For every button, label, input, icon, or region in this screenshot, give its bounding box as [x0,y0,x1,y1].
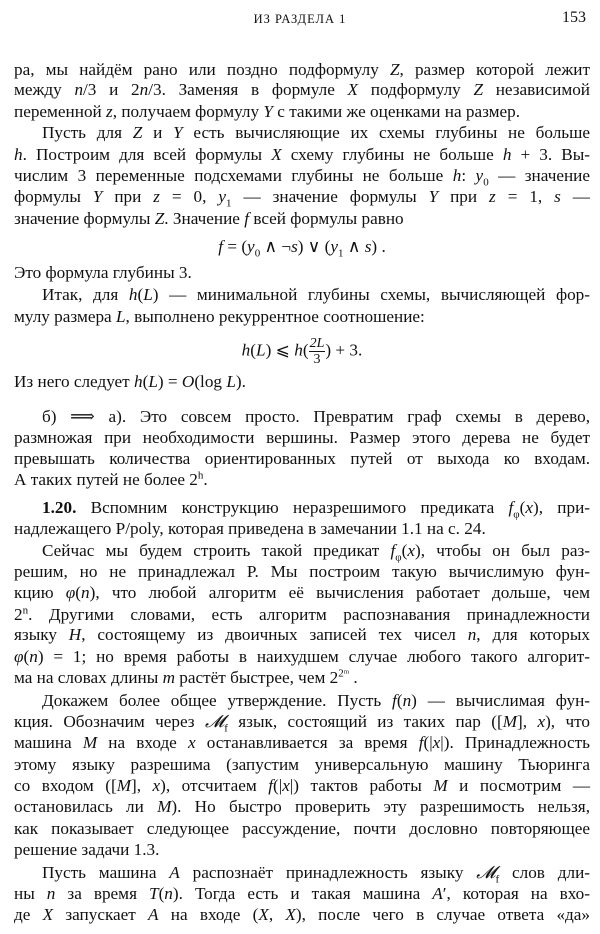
text-line [14,904,590,925]
math-symbol: y [247,237,255,256]
math-symbol: n [164,884,173,903]
math-symbol: x [187,733,196,752]
superscript: 2ᵐ [338,667,350,680]
text-run: ) ∨ ( [297,237,331,256]
text-line [14,371,590,392]
text-line [14,208,590,229]
text-run: останавливается за время [195,733,419,752]
text-line [14,59,590,80]
text-run: и посмотрим — [447,776,591,795]
text-run: как показывает следующее рассуждение, почти дословно повторяющее [14,819,590,838]
math-symbol: L [143,285,153,304]
math-symbol: h [14,145,23,164]
text-run: язык, состоящий из таких пар ([ [227,712,503,731]
text-run: ∧ [343,237,365,256]
text-run: ( [23,647,30,666]
text-run: . [203,470,208,489]
text-run: ) = 1; но время работы в наихудшем случае любого такого алгорит- [37,647,590,666]
text-run: . [349,668,358,687]
text-run: ( [302,340,309,360]
math-symbol: m [162,668,175,687]
subscript: f [224,722,228,735]
text-run: этому языку разрешима (запустим универсальную машину Тьюринга [14,755,590,774]
text-run: ) ⩽ [265,340,295,360]
math-symbol: x [152,776,161,795]
math-symbol: n [46,884,56,903]
math-symbol: 𝓜 [476,863,496,882]
text-run: де [14,905,43,924]
math-symbol: y [218,187,227,206]
math-symbol: M [157,797,172,816]
text-run: (log [194,372,227,391]
text-run: Из него следует [14,372,134,391]
text-run: ( [158,884,165,903]
math-symbol: h [128,285,138,304]
text-run: ), чтобы он был раз- [414,541,590,560]
math-symbol: O [181,372,195,391]
math-symbol: L [256,340,266,360]
text-run: ( [75,583,82,602]
math-symbol: X [271,145,282,164]
text-run: кция. Обозначим через [14,712,205,731]
subscript: φ [395,551,402,564]
math-symbol: X [258,905,269,924]
math-symbol: s [554,187,561,206]
text-run: ), после чего в случае ответа «да» [295,905,591,924]
text-line [14,582,590,603]
text-line [14,262,590,283]
text-run: со входом ([ [14,776,117,795]
text-run: ( [396,691,403,710]
text-run: ) = [157,372,182,391]
text-run: числим 3 переменные подсхемами глубины не больше [14,166,453,185]
math-symbol: z [106,102,113,121]
subscript: 0 [254,247,261,260]
text-run: : [461,166,476,185]
math-symbol: f [418,733,424,752]
text-run: — [560,187,590,206]
math-symbol: x [407,541,415,560]
text-line [14,518,590,539]
text-run: = ( [223,237,248,256]
text-run: Вспомним конструкцию неразрешимого предиката [76,498,509,517]
subscript: 0 [483,176,489,189]
text-run: . Значение [164,209,245,228]
math-symbol: h [502,145,512,164]
text-line [14,711,590,735]
text-run: . Построим для всей формулы [22,145,272,164]
text-run: при [438,187,490,206]
text-run: ), при- [533,498,591,517]
text-run: между [14,80,75,99]
text-run: слов дли- [499,863,590,882]
text-run: ′, которая на вхо- [442,884,590,903]
text-run: = 1, [495,187,555,206]
text-line [14,165,590,189]
display-formula [14,336,590,367]
text-run: на входе ( [158,905,259,924]
math-symbol: f [392,691,397,710]
text-line [14,796,590,817]
text-run: — значение [488,166,590,185]
text-run: ) + 3. [325,340,363,360]
text-run: на входе [97,733,188,752]
math-symbol: f [244,209,250,228]
text-run: Это формула глубины 3. [14,263,192,282]
math-symbol: φ [14,647,24,666]
math-symbol: H [68,625,82,644]
math-symbol: X [285,905,296,924]
text-run: Итак, для [42,285,129,304]
math-symbol: M [116,776,132,795]
text-line [14,883,590,904]
text-run: + 3. Вы- [511,145,590,164]
subscript: 1 [338,247,344,260]
math-symbol: z [489,187,496,206]
text-run: языку [14,625,69,644]
text-run: кцию [14,583,66,602]
text-line [14,624,590,645]
text-run: Пусть для [42,123,133,142]
math-symbol: M [82,733,98,752]
text-run: , для которых [476,625,590,644]
math-symbol: h [134,372,143,391]
text-run: всей формулы равно [249,209,404,228]
math-symbol: Y [173,123,183,142]
text-run: , [268,905,286,924]
math-symbol: L [148,372,158,391]
text-run: |) тактов работы [289,776,434,795]
superscript: n [22,604,29,617]
math-symbol: f [390,541,396,560]
text-run: Докажем более общее утверждение. Пусть [42,691,393,710]
text-run: ], [131,776,153,795]
text-run: ), отсчитаем [160,776,269,795]
math-symbol: n [81,583,90,602]
math-symbol: 𝓜 [204,712,225,731]
math-symbol: L [115,307,126,326]
text-run: подформулу [358,80,474,99]
text-line [14,604,590,625]
math-symbol: s [291,237,298,256]
text-run: ). Тогда есть и такая машина [172,884,433,903]
math-symbol: X [42,905,54,924]
math-symbol: A [148,905,159,924]
problem-number: 1.20. [42,498,77,517]
text-run: остановилась ли [14,797,158,816]
text-line [14,839,590,860]
math-symbol: T [149,884,159,903]
text-run: /3. Заменяя в формуле [148,80,348,99]
math-symbol: L [226,372,236,391]
text-run: превышать количества ориентированных путей от выхода ко входам. [14,449,590,468]
text-run: Пусть машина [42,863,170,882]
text-run: (| [273,776,283,795]
text-run: мулу размера [14,307,116,326]
text-line [42,690,590,711]
text-run: . Другими словами, есть алгоритм распознавания принадлежности [28,605,590,624]
math-symbol: h [241,340,251,360]
math-symbol: Y [92,187,103,206]
math-symbol: Y [263,102,273,121]
text-run: есть вычисляющие их схемы глубины не больше [182,123,590,142]
text-line [14,448,590,469]
text-run: машина [14,733,83,752]
text-run: ( [137,285,144,304]
text-run: и [142,123,174,142]
math-symbol: Y [428,187,439,206]
math-symbol: z [153,187,160,206]
text-run: /3 и 2 [83,80,140,99]
text-run: формулы [14,187,93,206]
text-line [14,186,590,210]
text-run: схему глубины не больше [281,145,503,164]
text-line [14,144,590,165]
text-run: ) — вычислимая фун- [411,691,590,710]
text-run: , состоящему из двоичных записей тех чисел [81,625,468,644]
text-run: (| [423,733,433,752]
text-run: с такими же оценками на размер. [272,102,521,121]
math-symbol: f [508,498,514,517]
text-line [14,561,590,582]
text-run: , выполнено рекуррентное соотношение: [125,307,425,326]
text-run: размножая при необходимости вершины. Размер этого дерева не будет [14,428,590,447]
text-line [42,497,591,521]
math-symbol: h [294,340,303,360]
text-run: ) . [371,237,386,256]
text-line [42,540,590,564]
text-run: , размер которой лежит [399,60,591,79]
math-symbol: φ [65,583,76,602]
display-formula [14,236,590,260]
text-run: решение задачи 1.3. [14,840,160,859]
math-symbol: f [218,237,224,256]
fraction [309,336,326,367]
text-run: растёт быстрее, чем 2 [175,668,339,687]
text-run: Сейчас мы будем строить такой предикат [42,541,391,560]
text-run: ) — минимальной глубины схемы, вычисляющей фор- [152,285,590,304]
fraction-numerator: 2L [309,336,325,351]
text-run: ). Но быстро проверить эту разрешимость нельзя, [171,797,591,816]
text-run: ( [519,498,526,517]
text-run: решим, но не принадлежал P. Мы построим такую вычислимую фун- [14,562,590,581]
math-symbol: n [402,691,412,710]
text-run: запускает [53,905,149,924]
math-symbol: n [467,625,477,644]
text-line [42,406,590,427]
text-run: 2 [14,605,23,624]
math-symbol: A [169,863,180,882]
text-run: ∧ ¬ [260,237,292,256]
text-line [14,732,590,753]
text-run: значение формулы [14,209,155,228]
text-run: ма на словах длины [14,668,163,687]
math-symbol: n [29,647,38,666]
math-symbol: M [502,712,518,731]
text-line [14,775,590,796]
text-run: распознаёт принадлежность языку [179,863,477,882]
text-line [14,818,590,839]
text-run: ], [517,712,538,731]
text-run: независимой [483,80,590,99]
text-run: А таких путей не более 2 [14,470,198,489]
math-symbol: M [433,776,448,795]
page-number: 153 [562,9,586,26]
text-line [14,469,590,490]
subscript: f [495,873,500,886]
math-symbol: x [525,498,534,517]
math-symbol: Z [389,60,400,79]
math-symbol: Z [132,123,143,142]
running-header: ИЗ РАЗДЕЛА 1 [253,12,347,26]
text-line [14,101,590,122]
text-run: ( [401,541,408,560]
text-line [14,646,590,667]
math-symbol: f [268,776,274,795]
math-symbol: h [452,166,462,185]
text-run: ра, мы найдём рано или поздно подформулу [14,60,390,79]
math-symbol: X [347,80,359,99]
math-symbol: A [432,884,443,903]
text-run: ), что любой алгоритм её вычисления работает дольше, чем [89,583,590,602]
superscript: h [197,469,204,482]
text-run: за время [55,884,149,903]
text-line [14,667,590,688]
math-symbol: Z [154,209,165,228]
text-line [14,79,590,100]
text-run: |). Принадлежность [440,733,590,752]
text-line [14,754,590,775]
math-symbol: x [282,776,290,795]
math-symbol: s [364,237,372,256]
text-run: — значение формулы [231,187,429,206]
text-line [42,284,590,305]
text-line [42,122,590,143]
text-line [42,862,590,886]
math-symbol: x [537,712,546,731]
text-run: ( [250,340,256,360]
text-run: ), что [545,712,590,731]
math-symbol: n [139,80,149,99]
text-run: ). [235,372,246,391]
text-line [14,306,590,327]
fraction-denominator: 3 [313,352,321,367]
text-line [14,427,590,448]
math-symbol: x [432,733,441,752]
text-run: переменной [14,102,107,121]
subscript: 1 [226,197,232,210]
math-symbol: Z [473,80,484,99]
text-run: надлежащего P/poly, которая приведена в замечании 1.1 на с. 24. [14,519,486,538]
text-run: б) ⟹ а). Это совсем просто. Превратим граф схемы в дерево, [42,407,590,426]
math-symbol: y [475,166,484,185]
text-run: ( [142,372,149,391]
math-symbol: n [74,80,84,99]
text-run: = 0, [159,187,219,206]
text-run: , получаем формулу [112,102,264,121]
math-symbol: y [330,237,339,256]
text-run: при [102,187,154,206]
subscript: φ [513,508,520,521]
text-run: ны [14,884,47,903]
